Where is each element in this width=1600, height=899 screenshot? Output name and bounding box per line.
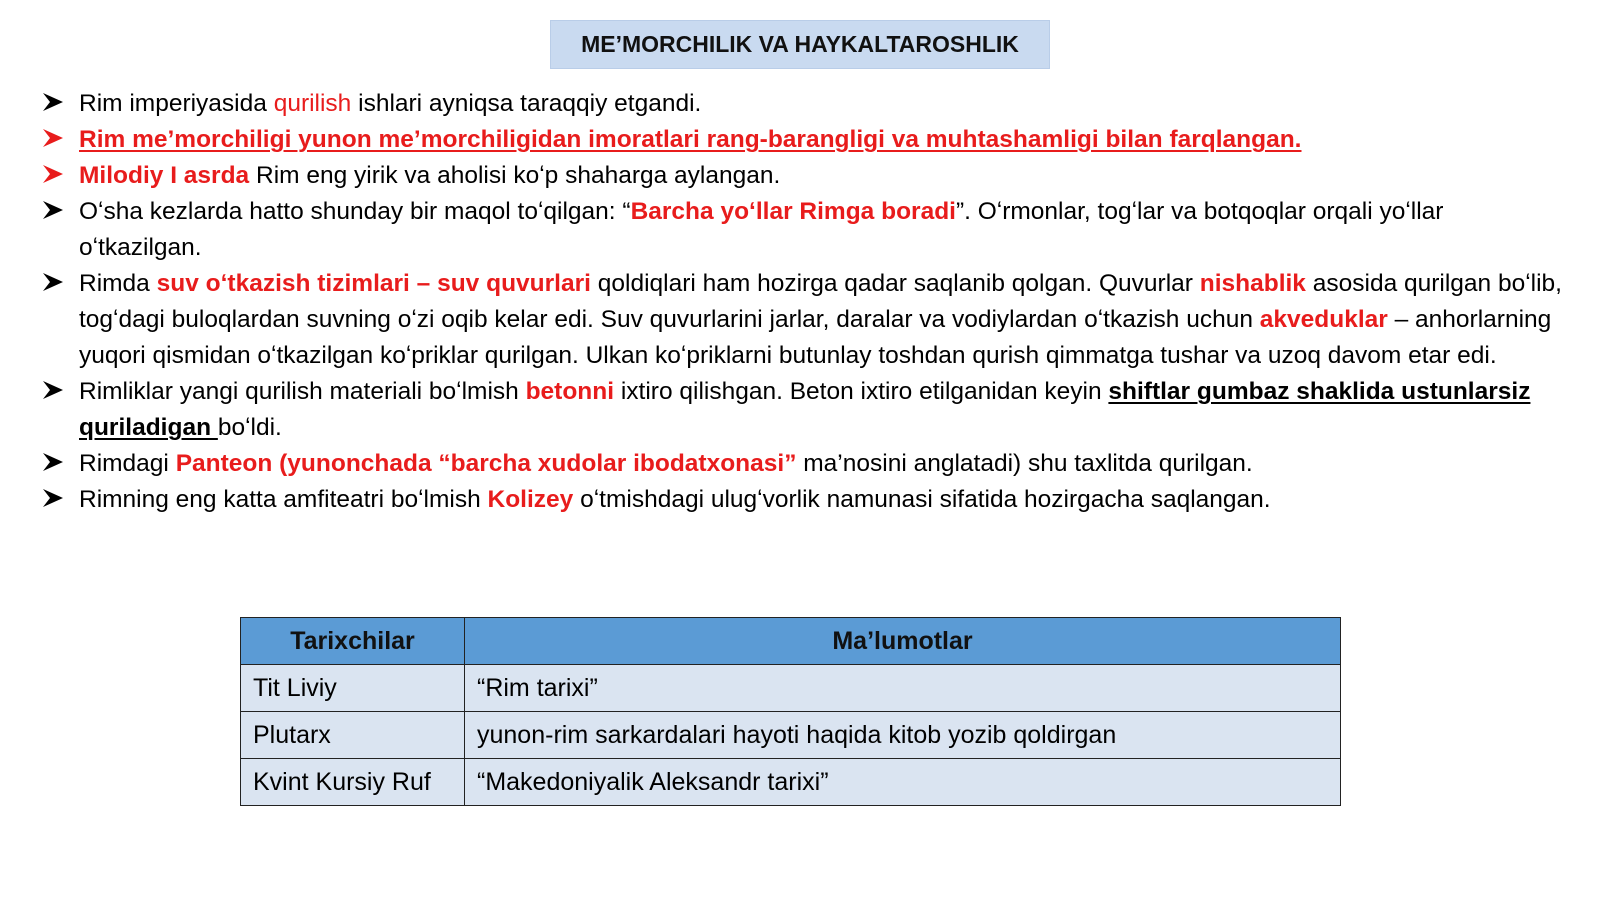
text-segment: ”. Oʻrmonlar, togʻlar va botqoqlar orqali yoʻllar oʻtkazilgan. [79,198,1444,261]
table-row [241,665,1341,712]
text-segment: Oʻsha kezlarda hatto shunday bir maqol toʻqilgan: “ [79,198,631,225]
text-segment: Rimdagi [79,450,176,477]
highlighted-text: Rim me’morchiligi yunon me’morchiligidan imoratlari rang-barangligi va muhtashamligi bilan farqlangan. [79,126,1302,153]
highlighted-text: betonni [525,378,615,405]
bullet-text [79,162,780,189]
text-segment: ixtiro qilishgan. Beton ixtiro etilganidan keyin [614,378,1109,405]
historian-name: Plutarx [241,712,465,759]
bullet-item [42,194,1572,266]
bullet-text [79,378,1530,441]
arrow-bullet-icon [42,122,70,158]
bullet-text [79,198,1443,261]
historian-info: yunon-rim sarkardalari hayoti haqida kitob yozib qoldirgan [465,712,1341,759]
historian-info: “Rim tarixi” [465,665,1341,712]
bullet-text [79,90,701,117]
table-row [241,759,1341,806]
bullet-item [42,122,1572,158]
text-segment: Rim imperiyasida [79,90,274,117]
bullet-item [42,482,1572,518]
highlighted-text: Panteon (yunonchada “barcha xudolar ibodatxonasi” [175,450,797,477]
table-row [241,712,1341,759]
bullet-item [42,158,1572,194]
bullet-item [42,446,1572,482]
historians-table [240,617,1341,806]
text-segment: Rimning eng katta amfiteatri boʻlmish [79,486,488,513]
highlighted-text: Milodiy I asrda [79,162,250,189]
bullet-text [79,126,1302,153]
text-segment: Rimda [79,270,157,297]
header-historians: Tarixchilar [241,618,465,665]
historian-name: Kvint Kursiy Ruf [241,759,465,806]
text-segment: boʻldi. [217,414,282,441]
historian-name: Tit Liviy [241,665,465,712]
highlighted-text: Kolizey [487,486,574,513]
bullet-text [79,486,1271,513]
bullet-list [42,86,1572,518]
bullet-item [42,86,1572,122]
table-header-row [241,618,1341,665]
arrow-bullet-icon [42,266,70,302]
bullet-text [79,450,1253,477]
highlighted-text: suv oʻtkazish tizimlari – suv quvurlari [156,270,591,297]
highlighted-text: qurilish [273,90,352,117]
highlighted-text: nishablik [1199,270,1306,297]
arrow-bullet-icon [42,446,70,482]
text-segment: – anhorlarning yuqori qismidan oʻtkazilgan koʻpriklar qurilgan. Ulkan koʻpriklarni butunlay toshdan qurish qimmatga tushar va uzoq davom etar edi. [79,306,1552,369]
text-segment: qoldiqlari ham hozirga qadar saqlanib qolgan. Quvurlar [590,270,1200,297]
text-segment: asosida qurilgan boʻlib, togʻdagi buloqlardan suvning oʻzi oqib kelar edi. Suv quvurlarini jarlar, daralar va vodiylardan oʻtkazish uchun [79,270,1562,333]
arrow-bullet-icon [42,158,70,194]
highlighted-text: Barcha yoʻllar Rimga boradi [630,198,956,225]
text-segment: oʻtmishdagi ulugʻvorlik namunasi sifatida hozirgacha saqlangan. [573,486,1271,513]
arrow-bullet-icon [42,482,70,518]
bullet-text [79,270,1562,369]
text-segment: ishlari ayniqsa taraqqiy etgandi. [351,90,702,117]
bullet-item [42,266,1572,374]
arrow-bullet-icon [42,194,70,230]
highlighted-text: akveduklar [1259,306,1388,333]
slide-title: ME’MORCHILIK VA HAYKALTAROSHLIK [550,20,1050,69]
header-information: Ma’lumotlar [465,618,1341,665]
highlighted-text: shiftlar gumbaz shaklida ustunlarsiz quriladigan [79,378,1531,441]
historian-info: “Makedoniyalik Aleksandr tarixi” [465,759,1341,806]
arrow-bullet-icon [42,86,70,122]
text-segment: Rimliklar yangi qurilish materiali boʻlmish [79,378,526,405]
arrow-bullet-icon [42,374,70,410]
bullet-item [42,374,1572,446]
text-segment: Rim eng yirik va aholisi koʻp shaharga aylangan. [249,162,781,189]
text-segment: ma’nosini anglatadi) shu taxlitda qurilgan. [796,450,1253,477]
